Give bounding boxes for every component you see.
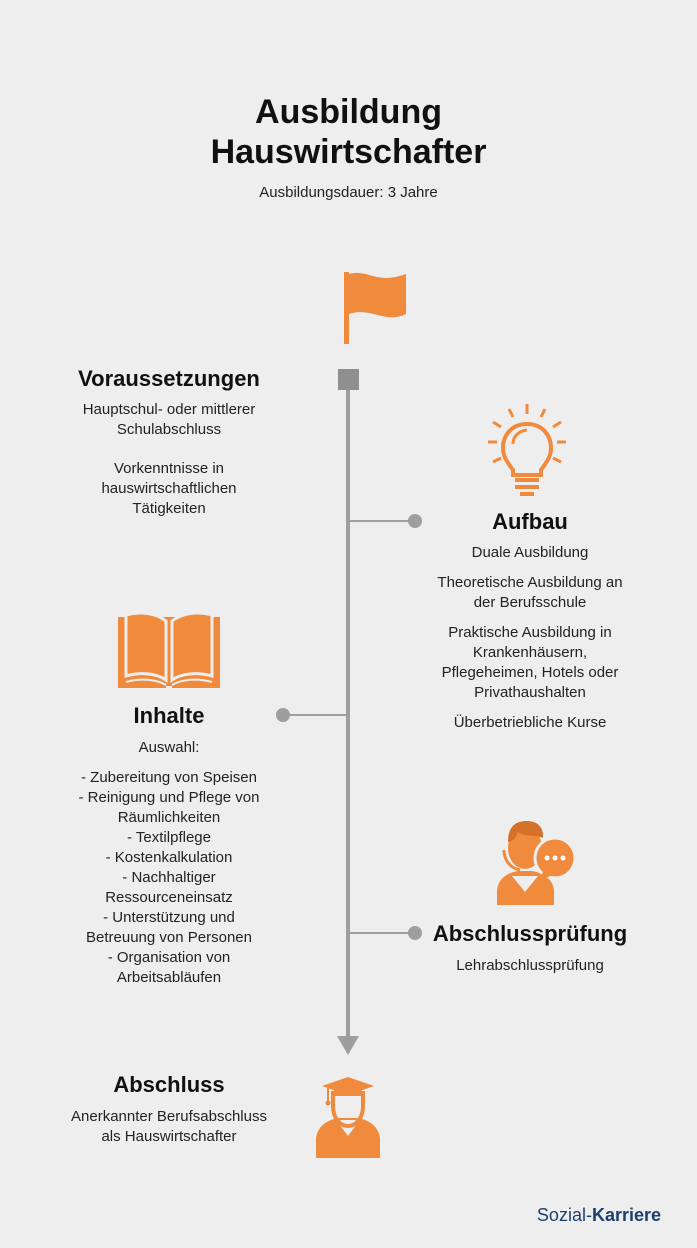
voraussetzungen-spacer <box>39 440 299 459</box>
abschluss-heading: Abschluss <box>113 1072 225 1097</box>
abschluss-line: als Hauswirtschafter <box>101 1128 237 1145</box>
voraussetzungen-line: Schulabschluss <box>116 421 222 438</box>
graduate-icon <box>316 1077 380 1158</box>
abschlusspruefung-heading: Abschlussprüfung <box>432 921 628 946</box>
aufbau-line: Praktische Ausbildung in <box>448 624 612 641</box>
inhalte-line: - Nachhaltiger <box>122 869 216 886</box>
title-line-2: Hauswirtschafter <box>210 133 487 171</box>
lightbulb-icon <box>488 404 566 496</box>
voraussetzungen-text <box>39 400 299 519</box>
aufbau-line: Duale Ausbildung <box>471 544 589 561</box>
inhalte-line: Räumlichkeiten <box>117 809 221 826</box>
aufbau-line: Privathaushalten <box>474 684 586 701</box>
title-line-1: Ausbildung <box>255 93 442 131</box>
inhalte-line: - Textilpflege <box>127 829 211 846</box>
abschlusspruefung-text: Lehrabschlussprüfung <box>456 957 604 974</box>
inhalte-line: - Kostenkalkulation <box>105 849 233 866</box>
aufbau-text <box>400 543 660 733</box>
inhalte-line: Ressourceneinsatz <box>105 889 233 906</box>
inhalte-line: Arbeitsabläufen <box>116 969 222 986</box>
person-chat-icon <box>497 821 575 905</box>
inhalte-line: - Reinigung und Pflege von <box>78 789 260 806</box>
voraussetzungen-line: Hauptschul- oder mittlerer <box>82 401 256 418</box>
inhalte-heading: Inhalte <box>133 703 205 728</box>
inhalte-line: Betreuung von Personen <box>86 929 252 946</box>
inhalte-text <box>39 738 299 988</box>
brand-part-1: Sozial- <box>536 1205 592 1225</box>
aufbau-line: Theoretische Ausbildung an <box>437 574 623 591</box>
abschluss-line: Anerkannter Berufsabschluss <box>71 1108 267 1125</box>
subtitle: Ausbildungsdauer: 3 Jahre <box>259 184 438 201</box>
abschluss-text <box>39 1107 299 1147</box>
flag-icon <box>344 272 406 344</box>
timeline-start-marker <box>338 369 359 390</box>
brand-logo <box>537 1205 661 1226</box>
timeline-arrow <box>337 1036 359 1055</box>
open-book-icon <box>118 613 220 688</box>
inhalte-intro: Auswahl: <box>138 739 200 756</box>
aufbau-line: Krankenhäusern, <box>472 644 588 661</box>
inhalte-line: - Zubereitung von Speisen <box>81 769 257 786</box>
voraussetzungen-line: Tätigkeiten <box>132 500 206 517</box>
aufbau-line: der Berufsschule <box>473 594 587 611</box>
brand-part-2: Karriere <box>591 1205 661 1225</box>
aufbau-line: Überbetriebliche Kurse <box>453 714 607 731</box>
aufbau-heading: Aufbau <box>492 509 568 534</box>
voraussetzungen-heading: Voraussetzungen <box>78 366 260 391</box>
aufbau-line: Pflegeheimen, Hotels oder <box>441 664 619 681</box>
inhalte-line: - Organisation von <box>107 949 231 966</box>
voraussetzungen-line: hauswirtschaftlichen <box>101 480 237 497</box>
voraussetzungen-line: Vorkenntnisse in <box>113 460 225 477</box>
inhalte-line: - Unterstützung und <box>103 909 235 926</box>
